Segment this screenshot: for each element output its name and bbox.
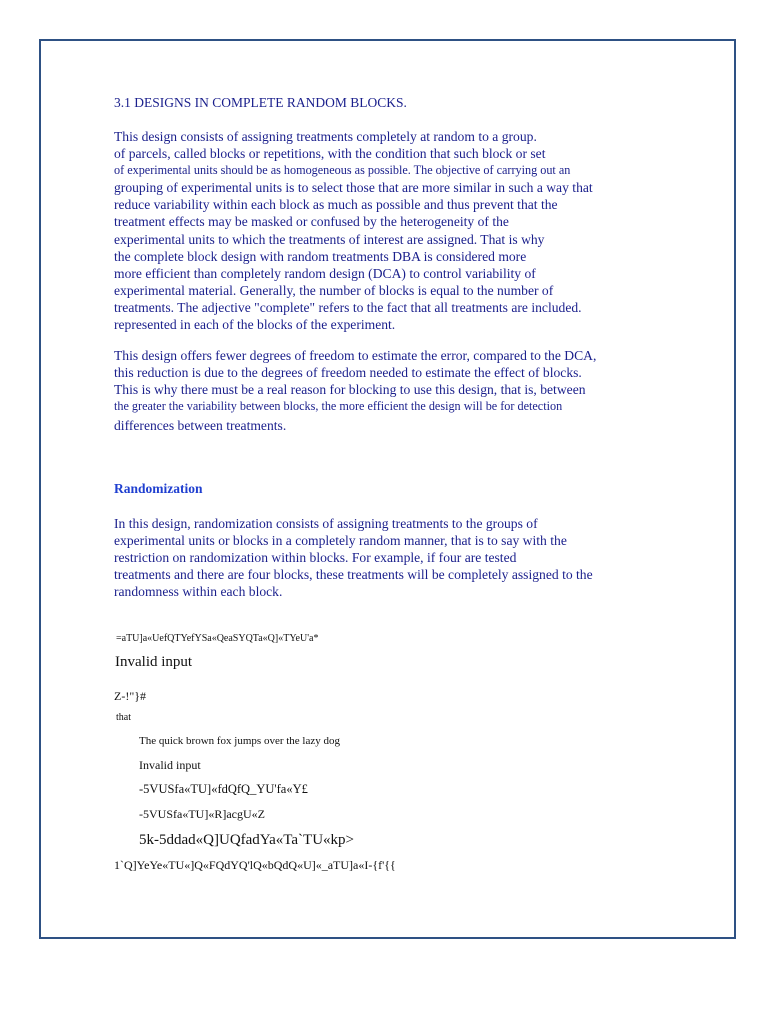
invalid-input-text: Invalid input bbox=[139, 758, 201, 772]
text-line: In this design, randomization consists of assigning treatments to the groups of bbox=[114, 516, 538, 531]
text-line: this reduction is due to the degrees of freedom needed to estimate the effect of blocks. bbox=[114, 365, 582, 381]
garbled-text-line: =aTU]a«UefQTYefYSa«QeaSYQTa«Q]«TYeU'a* bbox=[116, 633, 319, 644]
text-line: more efficient than completely random design (DCA) to control variability of bbox=[114, 265, 536, 281]
text-line: treatments. The adjective "complete" refers to the fact that all treatments are included. bbox=[114, 299, 582, 315]
text-line: experimental units to which the treatments of interest are assigned. That is why bbox=[114, 231, 545, 247]
text-line: grouping of experimental units is to select those that are more similar in such a way that bbox=[114, 180, 593, 196]
text-line: reduce variability within each block as much as possible and thus prevent that the bbox=[114, 197, 558, 213]
text-line: differences between treatments. bbox=[114, 418, 287, 434]
text-line: randomness within each block. bbox=[114, 584, 283, 600]
garbled-text-line: that bbox=[116, 712, 131, 723]
text-line: experimental units or blocks in a completely random manner, that is to say with the bbox=[114, 533, 567, 549]
garbled-text-line: -5VUSfa«TU]«fdQfQ_YU'fa«Y£ bbox=[139, 782, 308, 796]
invalid-input-text: Invalid input bbox=[115, 654, 193, 670]
paragraph-design-description bbox=[114, 128, 674, 333]
text-line: This design offers fewer degrees of freedom to estimate the error, compared to the DCA, bbox=[114, 348, 597, 363]
text-line: of parcels, called blocks or repetitions, with the condition that such block or set bbox=[114, 146, 546, 162]
garbled-text-line: -5VUSfa«TU]«R]acgU«Z bbox=[139, 807, 265, 821]
text-line: This is why there must be a real reason for blocking to use this design, that is, between bbox=[114, 382, 586, 398]
text-line: restriction on randomization within blocks. For example, if four are tested bbox=[114, 550, 517, 566]
sample-text-line: The quick brown fox jumps over the lazy dog bbox=[139, 735, 341, 747]
text-line: of experimental units should be as homogeneous as possible. The objective of carrying out an bbox=[114, 163, 571, 178]
garbled-text-line: 5k-5ddad«Q]UQfadYa«Ta`TU«kp> bbox=[139, 832, 355, 848]
text-line: represented in each of the blocks of the experiment. bbox=[114, 317, 396, 333]
text-line: experimental material. Generally, the number of blocks is equal to the number of bbox=[114, 282, 554, 298]
text-line: This design consists of assigning treatments completely at random to a group. bbox=[114, 129, 537, 144]
randomization-subheading: Randomization bbox=[114, 481, 203, 496]
garbled-text-line: 1`Q]YeYe«TU«]Q«FQdYQ'lQ«bQdQ«U]«_aTU]a«I-{f'{{ bbox=[114, 858, 396, 872]
text-line: treatments and there are four blocks, these treatments will be completely assigned to the bbox=[114, 567, 593, 583]
paragraph-randomization bbox=[114, 515, 674, 600]
paragraph-degrees-of-freedom bbox=[114, 347, 674, 434]
text-line: the greater the variability between blocks, the more efficient the design will be for detection bbox=[114, 399, 563, 414]
text-line: treatment effects may be masked or confused by the heterogeneity of the bbox=[114, 214, 509, 230]
section-heading: 3.1 DESIGNS IN COMPLETE RANDOM BLOCKS. bbox=[114, 95, 407, 110]
text-line: the complete block design with random treatments DBA is considered more bbox=[114, 248, 527, 264]
garbled-text-line: Z-!"}# bbox=[114, 689, 146, 703]
